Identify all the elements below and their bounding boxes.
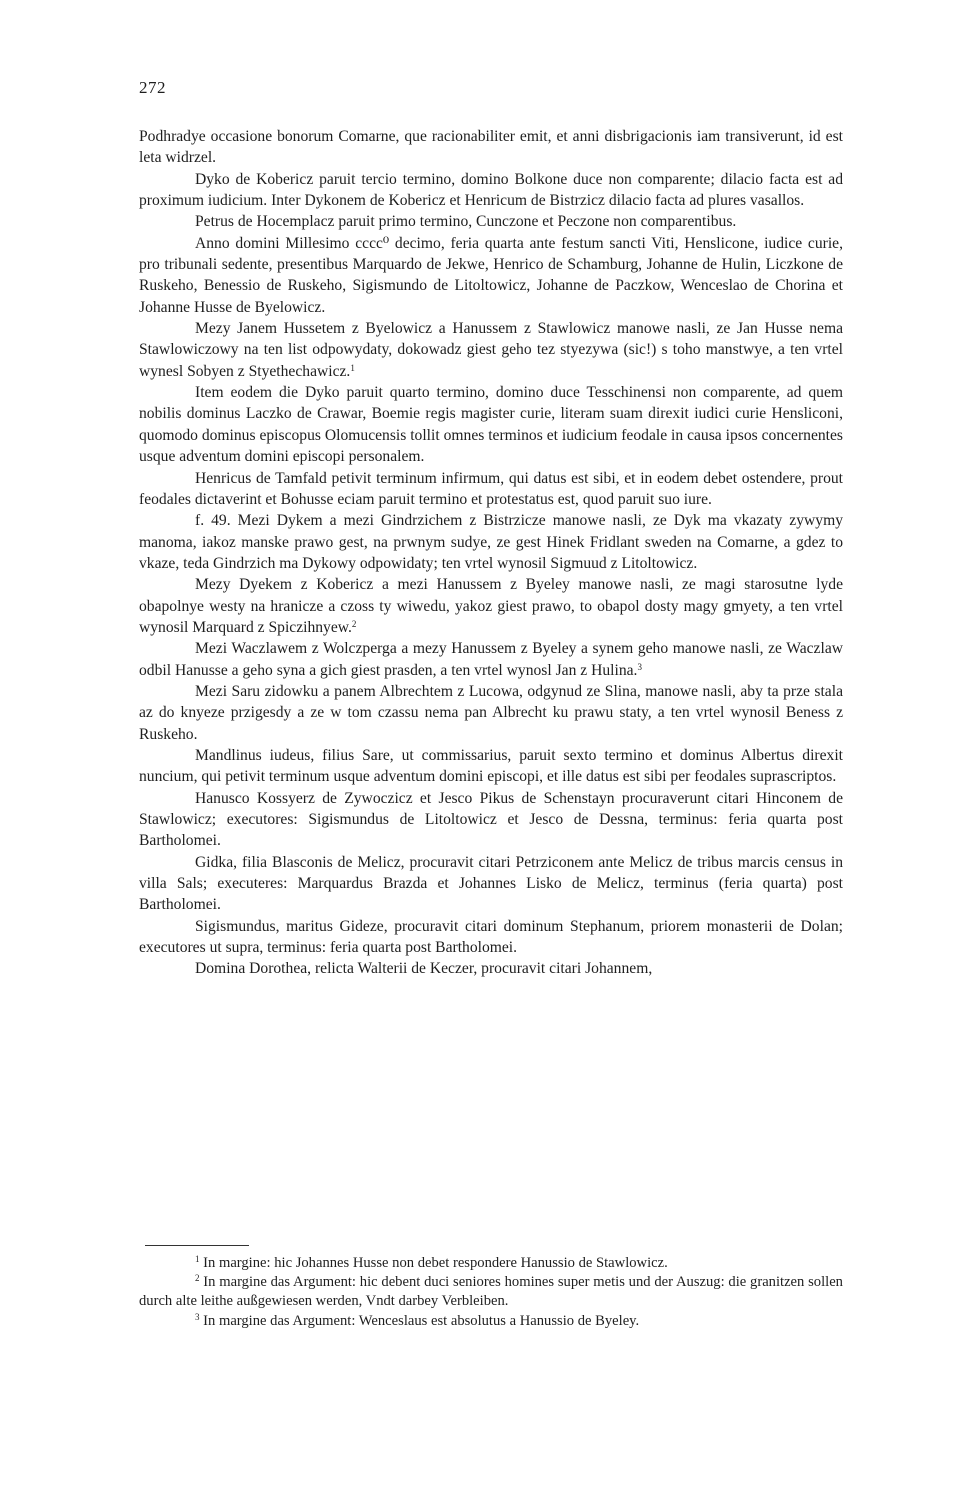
paragraph: Mezi Saru zidowku a panem Albrechtem z Lucowa, odgynud ze Slina, manowe nasli, aby ta prze stala az do knyeze przigesdy a ze w tom czassu nema pan Albrecht ku prawu staty, a ten vrtel wynosil Beness z Ruskeho. [139,682,843,743]
paragraph: Henricus de Tamfald petivit terminum infirmum, qui datus est sibi, et in eodem debet ostendere, prout feodales dictaverint et Bohusse eciam paruit termino et protestatus est, quod paruit suo iure. [139,469,843,508]
footnote-text: In margine das Argument: Wenceslaus est absolutus a Hanussio de Byeley. [203,1312,640,1329]
paragraph: Item eodem die Dyko paruit quarto termino, domino duce Tesschinensi non comparente, ad quem nobilis dominus Laczko de Crawar, Boemie regis magister curie, literam suam direxit iudici curie Hensliconi, quomodo dominus episcopus Olomucensis tollit omnes terminos et iudicium feodale in causa ipsos concernentes usque adventum domini episcopi personalem. [139,384,843,466]
paragraph: Podhradye occasione bonorum Comarne, que racionabiliter emit, et anni disbrigacionis iam transiverunt, id est leta widrzel. [139,128,843,167]
paragraph: Domina Dorothea, relicta Walterii de Keczer, procuravit citari Johannem, [195,960,653,978]
paragraph-text: Mezy Janem Hussetem z Byelowicz a Hanussem z Stawlowicz manowe nasli, ze Jan Husse nema Stawlowiczowy na ten list odpowydaty, dokowadz giest geho tez styezywa (sic!) s toho manstwye, a ten vrtel wynesl Sobyen z Styethechawicz. [139,320,843,380]
footnote-number: 2 [195,1273,200,1284]
paragraph: Petrus de Hocemplacz paruit primo termino, Cunczone et Peczone non comparentibus. [195,213,737,231]
footnote-ref: 3 [637,661,642,672]
paragraph-text: Mezy Dyekem z Kobericz a mezi Hanussem z Byeley manowe nasli, ze magi starosutne lyde obapolnye westy na hranicze a czoss ty wiwedu, yakoz giest prawo, to obapol dosty magy gmyety, a ten vrtel wynosil Marquard z Spiczihnyew. [139,576,843,636]
footnote [139,1273,843,1311]
footnote-text: In margine das Argument: hic debent duci seniores homines super metis und der Auszug: die granitzen sollen durch alte leithe außgewiesen werden, Vndt darbey Verbleiben. [139,1274,843,1310]
paragraph: Anno domini Millesimo cccc⁰ decimo, feria quarta ante festum sancti Viti, Hensliconе, iudice curie, pro tribunali sedente, presentibus Marquardo de Jekwe, Henrico de Schamburg, Johanne de Hulin, Liczkone de Ruskeho, Benessio de Ruskeho, Sigismundo de Litoltowicz, Johanne de Paczkow, Wenceslao de Chorina et Johanne Husse de Byelowicz. [139,234,843,316]
paragraph-with-note-3 [139,638,843,681]
page-number: 272 [139,78,166,97]
footnote-number: 3 [195,1311,200,1322]
footnote-divider [145,1245,249,1246]
paragraph-with-note-2 [139,574,843,638]
paragraph: f. 49. Mezi Dykem a mezi Gindrzichem z Bistrzicze manowe nasli, ze Dyk ma vkazaty zywymy manoma, iakoz manske prawo gest, na prwnym sudye, ze gest Hinek Fridlant sweden na Comarne, a gdez to vkaze, teda Gindrzich ma Dykowy odpowidaty; ten vrtel wynosil Sigmuud z Litoltowicz. [139,512,843,572]
footnote [139,1312,843,1331]
paragraph: Sigismundus, maritus Gideze, procuravit citari dominum Stephanum, priorem monasterii de Dolan; executores ut supra, terminus: feria quarta post Bartholomei. [139,917,843,957]
paragraph-with-note-1 [139,318,843,382]
paragraph: Mandlinus iudeus, filius Sare, ut commissarius, paruit sexto termino et dominus Albertus direxit nuncium, qui petivit terminum usque adventum domini episcopi, et ille datus est sibi per feodales suprascriptos. [139,746,843,786]
paragraph: Gidka, filia Blasconis de Melicz, procuravit citari Petrziconem ante Melicz de tribus marcis census in villa Sals; executeres: Marquardus Brazda et Johannes Lisko de Melicz, terminus (feria quarta) post Bartholomei. [139,853,843,914]
paragraph: Dyko de Kobericz paruit tercio termino, domino Bolkone duce non comparente; dilacio facta est ad proximum iudicium. Inter Dykonem de Kobericz et Henricum de Bistrzicz dilacio facta ad plures vasallos. [139,170,843,210]
paragraph-text: Mezi Waczlawem z Wolczperga a mezy Hanussem z Byeley a synem geho manowe nasli, ze Waczlaw odbil Hanusse a geho syna a gich giest prasden, a ten vrtel wynosl Jan z Hulina. [139,640,843,679]
footnote [139,1254,843,1273]
footnote-ref: 1 [350,362,355,373]
paragraph: Hanusco Kossyerz de Zywoczicz et Jesco Pikus de Schenstayn procuraverunt citari Hinconem de Stawlowicz; executores: Sigismundus de Litoltowicz et Jesco de Dessna, terminus: feria quarta post Bartholomei. [139,789,843,850]
footnote-number: 1 [195,1254,200,1264]
footnotes [139,1254,843,1331]
footnote-ref: 2 [351,618,357,629]
footnote-text: In margine: hic Johannes Husse non debet respondere Hanussio de Stawlowicz. [203,1255,668,1271]
main-text [139,126,843,980]
